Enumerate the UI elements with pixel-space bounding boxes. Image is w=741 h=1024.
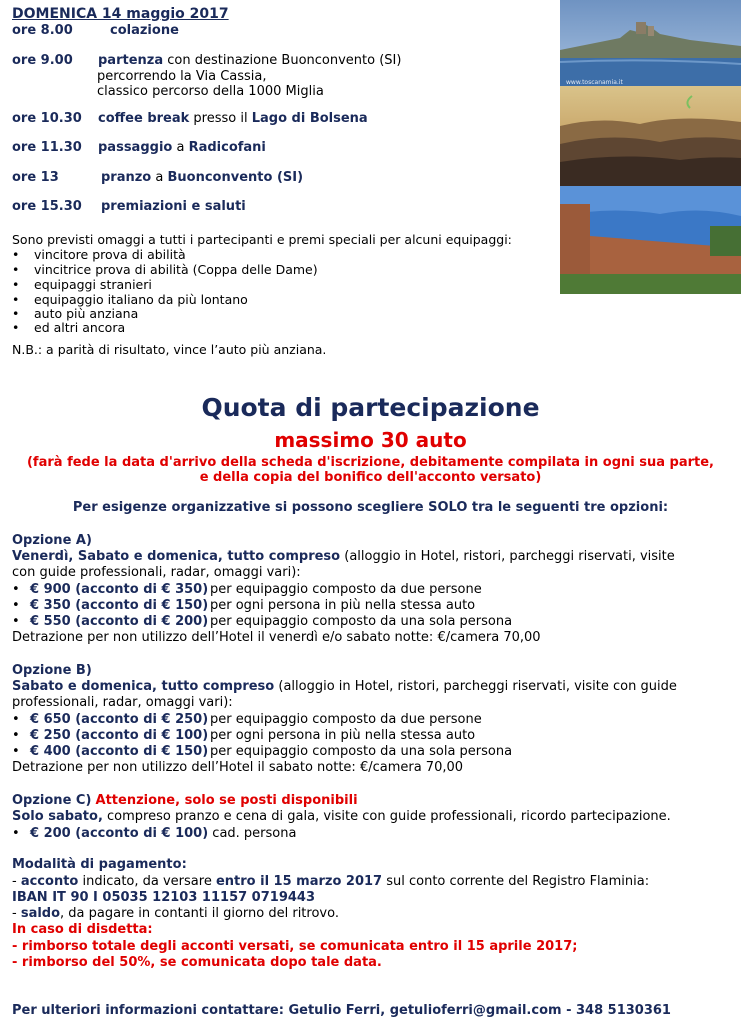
schedule-event: coffee break	[98, 111, 190, 126]
lake-town-photo	[560, 0, 741, 86]
quota-subtitle: massimo 30 auto	[274, 428, 467, 452]
hills-photo	[560, 86, 741, 186]
options-intro: Per esigenze organizzative si possono scegliere SOLO tra le seguenti tre opzioni:	[72, 500, 669, 515]
schedule-row	[12, 53, 401, 69]
schedule-event: colazione	[110, 23, 179, 38]
iban: IBAN IT 90 I 05035 12103 11157 0719443	[12, 890, 315, 905]
cancel-rule: - rimborso totale degli acconti versati, se comunicata entro il 15 aprile 2017;	[12, 939, 578, 954]
price-row: • € 350 (acconto di € 150) per ogni persona in più nella stessa auto	[12, 598, 476, 613]
schedule-time: ore 8.00	[12, 23, 73, 38]
schedule-time: ore 11.30	[12, 140, 82, 155]
option-b-label: Opzione B)	[12, 663, 92, 678]
list-item: • vincitore prova di abilità	[12, 247, 186, 262]
list-item: • equipaggi stranieri	[12, 277, 152, 292]
schedule-row	[12, 199, 246, 215]
schedule-event: partenza	[98, 53, 164, 68]
schedule-event: pranzo	[101, 170, 152, 185]
castle-walls-photo	[560, 186, 741, 294]
schedule-detail-line: percorrendo la Via Cassia,	[97, 69, 267, 84]
schedule-place: Buonconvento (SI)	[167, 170, 304, 185]
price-row: • € 900 (acconto di € 350) per equipaggio composto da due persone	[12, 582, 482, 597]
cancel-title: In caso di disdetta:	[12, 922, 153, 937]
option-a-header-cont: con guide professionali, radar, omaggi vari):	[12, 565, 301, 580]
quota-note: e della copia del bonifico dell'acconto versato)	[199, 470, 542, 485]
option-c-label: Opzione C) Attenzione, solo se posti disponibili	[12, 793, 358, 808]
schedule-detail: a	[151, 170, 168, 185]
payment-deposit: - acconto indicato, da versare entro il 15 marzo 2017 sul conto corrente del Registro Flaminia:	[12, 874, 650, 889]
schedule-row	[12, 170, 303, 186]
schedule-time: ore 13	[12, 170, 59, 185]
option-b-header-cont: professionali, radar, omaggi vari):	[12, 695, 233, 710]
schedule-time: ore 15.30	[12, 199, 82, 214]
cancel-rule: - rimborso del 50%, se comunicata dopo tale data.	[12, 955, 382, 970]
schedule-event: premiazioni e saluti	[101, 199, 246, 214]
omaggi-intro: Sono previsti omaggi a tutti i partecipanti e premi speciali per alcuni equipaggi:	[12, 232, 512, 247]
payment-balance: - saldo, da pagare in contanti il giorno del ritrovo.	[12, 906, 339, 921]
quota-title: Quota di partecipazione	[201, 393, 540, 422]
photo-strip	[560, 0, 741, 294]
quota-note: (farà fede la data d'arrivo della scheda d'iscrizione, debitamente compilata in ogni sua parte,	[26, 455, 714, 470]
schedule-detail: con destinazione Buonconvento (SI)	[163, 53, 402, 68]
schedule-title: DOMENICA 14 maggio 2017	[12, 6, 229, 22]
payment-title: Modalità di pagamento:	[12, 857, 187, 872]
schedule-row	[12, 111, 368, 127]
option-b-detraction: Detrazione per non utilizzo dell’Hotel il sabato notte: €/camera 70,00	[12, 760, 464, 775]
schedule-detail: a	[172, 140, 189, 155]
schedule-event: passaggio	[98, 140, 173, 155]
schedule-detail-line: classico percorso della 1000 Miglia	[97, 84, 324, 99]
option-c-header: Solo sabato, compreso pranzo e cena di gala, visite con guide professionali, ricordo partecipazione.	[12, 809, 671, 824]
schedule-place: Radicofani	[188, 140, 266, 155]
schedule-row	[12, 23, 179, 39]
list-item: • equipaggio italiano da più lontano	[12, 292, 248, 307]
nb-note: N.B.: a parità di risultato, vince l’auto più anziana.	[12, 342, 327, 357]
option-a-header: Venerdì, Sabato e domenica, tutto compreso (alloggio in Hotel, ristori, parcheggi riservati, visite	[12, 549, 675, 564]
price-row: • € 400 (acconto di € 150) per equipaggio composto da una sola persona	[12, 744, 513, 759]
list-item: • auto più anziana	[12, 306, 139, 321]
schedule-time: ore 10.30	[12, 111, 82, 126]
option-a-label: Opzione A)	[12, 533, 92, 548]
schedule-time: ore 9.00	[12, 53, 73, 68]
list-item: • vincitrice prova di abilità (Coppa delle Dame)	[12, 262, 318, 277]
contact-line: Per ulteriori informazioni contattare: Getulio Ferri, getulioferri@gmail.com - 348 5130361	[12, 1003, 671, 1018]
price-row: • € 250 (acconto di € 100) per ogni persona in più nella stessa auto	[12, 728, 476, 743]
list-item: • ed altri ancora	[12, 320, 126, 335]
price-row: • € 550 (acconto di € 200) per equipaggio composto da una sola persona	[12, 614, 513, 629]
price-row: • € 200 (acconto di € 100) cad. persona	[12, 826, 297, 841]
schedule-place: Lago di Bolsena	[251, 111, 368, 126]
photo-caption: www.toscanamia.it	[566, 79, 623, 86]
schedule-row	[12, 140, 266, 156]
option-b-header: Sabato e domenica, tutto compreso (alloggio in Hotel, ristori, parcheggi riservati, visite con guide	[12, 679, 677, 694]
schedule-detail: presso il	[189, 111, 252, 126]
option-a-detraction: Detrazione per non utilizzo dell’Hotel il venerdì e/o sabato notte: €/camera 70,00	[12, 630, 541, 645]
price-row: • € 650 (acconto di € 250) per equipaggio composto da due persone	[12, 712, 482, 727]
